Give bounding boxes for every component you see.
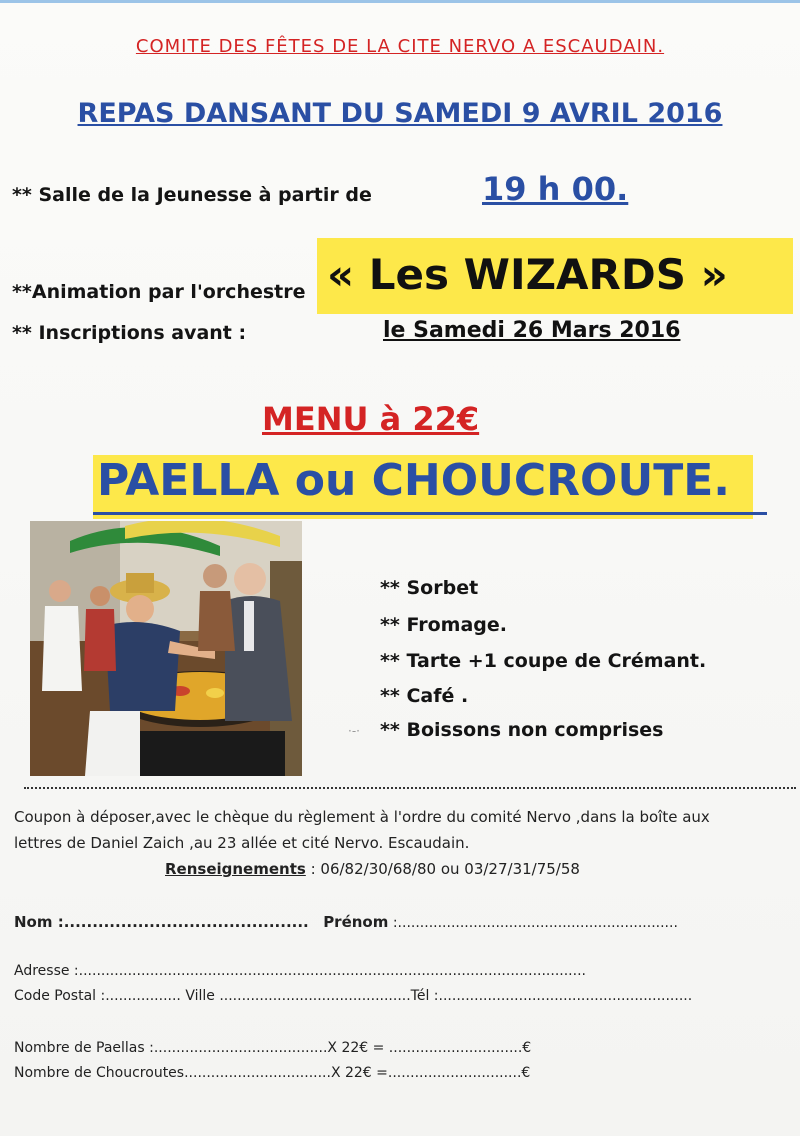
event-title: REPAS DANSANT DU SAMEDI 9 AVRIL 2016 (77, 98, 723, 129)
menu-item: ** Café . (380, 685, 469, 707)
dish-underline (93, 512, 767, 515)
animation-line: **Animation par l'orchestre (12, 281, 306, 303)
menu-item: ** Sorbet (380, 577, 479, 599)
dish-title: PAELLA ou CHOUCROUTE. (97, 455, 730, 506)
band-name: « Les WIZARDS » (327, 250, 728, 299)
cut-line (24, 787, 796, 789)
contact-info: Renseignements : 06/82/30/68/80 ou 03/27/31/75/58 (165, 860, 580, 878)
nom-field[interactable]: Nom :........................................... (14, 913, 309, 931)
choucroutes-count-field[interactable]: Nombre de Choucroutes.................................X 22€ =..............................€ (14, 1065, 531, 1081)
menu-item: ** Fromage. (380, 614, 507, 636)
paellas-count-field[interactable]: Nombre de Paellas :.......................................X 22€ = ..............................€ (14, 1040, 532, 1056)
ink-smudge: ·-· (348, 724, 360, 738)
registration-line: ** Inscriptions avant : (12, 322, 247, 344)
adresse-field[interactable]: Adresse :.................................................................................................................. (14, 963, 586, 979)
start-time: 19 h 00. (482, 170, 629, 208)
registration-date: le Samedi 26 Mars 2016 (383, 318, 681, 343)
paella-photo (30, 521, 302, 776)
prenom-field[interactable]: :............................................................... (388, 915, 678, 931)
form-name-row (14, 913, 678, 931)
coupon-instructions-1: Coupon à déposer,avec le chèque du règlement à l'ordre du comité Nervo ,dans la boîte aux (14, 808, 710, 826)
top-edge (0, 0, 800, 3)
paella-photo-illustration (30, 521, 302, 776)
menu-price-title: MENU à 22€ (262, 400, 480, 438)
code-postal-ville-tel-field[interactable]: Code Postal :................. Ville ...........................................Tél :......................................................... (14, 988, 693, 1004)
venue-line: ** Salle de la Jeunesse à partir de (12, 184, 372, 206)
menu-item: ** Boissons non comprises (380, 719, 664, 741)
committee-title: COMITE DES FÊTES DE LA CITE NERVO A ESCAUDAIN. (135, 36, 665, 57)
prenom-label: Prénom (323, 913, 389, 931)
coupon-instructions-2: lettres de Daniel Zaich ,au 23 allée et cité Nervo. Escaudain. (14, 834, 470, 852)
menu-item: ** Tarte +1 coupe de Crémant. (380, 650, 707, 672)
